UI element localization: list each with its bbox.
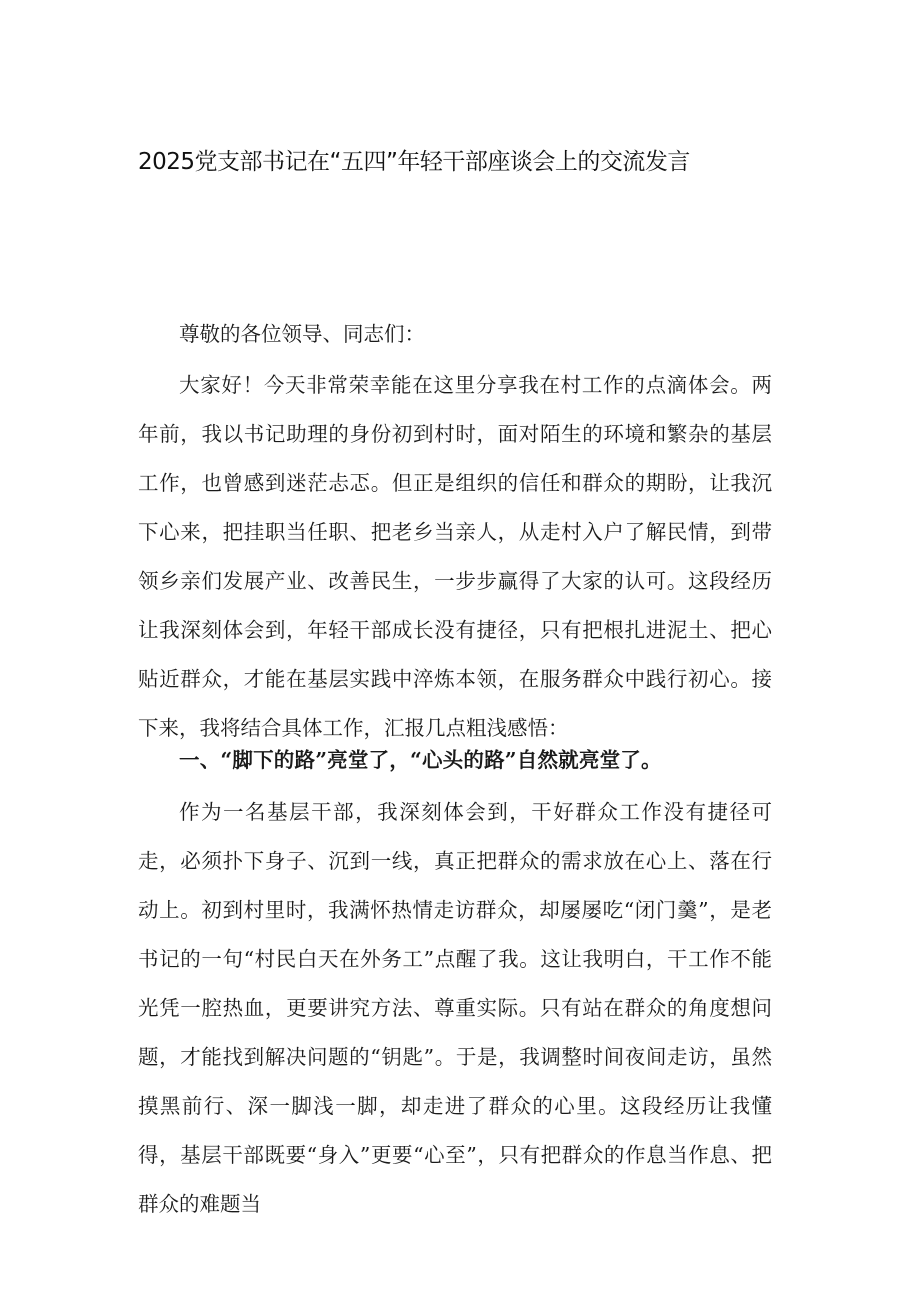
paragraph-section-1: 作为一名基层干部，我深刻体会到，干好群众工作没有捷径可走，必须扑下身子、沉到一线，真正把群众的需求放在心上、落在行动上。初到村里时，我满怀热情走访群众，却屡屡吃“闭门羹”，是老书记的一句“村民白天在外务工”点醒了我。这让我明白，干工作不能光凭一腔热血，更要讲究方法、尊重实际。只有站在群众的角度想问题，才能找到解决问题的“钥匙”。于是，我调整时间夜间走访，虽然摸黑前行、深一脚浅一脚，却走进了群众的心里。这段经历让我懂得，基层干部既要“身入”更要“心至”，只有把群众的作息当作息、把群众的难题当	[138, 800, 772, 1216]
salutation	[138, 310, 772, 359]
salutation-text: 尊敬的各位领导、同志们：	[179, 322, 425, 346]
paragraph-intro: 大家好！今天非常荣幸能在这里分享我在村工作的点滴体会。两年前，我以书记助理的身份初到村时，面对陌生的环境和繁杂的基层工作，也曾感到迷茫忐忑。但正是组织的信任和群众的期盼，让我沉下心来，把挂职当任职、把老乡当亲人，从走村入户了解民情，到带领乡亲们发展产业、改善民生，一步步赢得了大家的认可。这段经历让我深刻体会到，年轻干部成长没有捷径，只有把根扎进泥土、把心贴近群众，才能在基层实践中淬炼本领，在服务群众中践行初心。接下来，我将结合具体工作，汇报几点粗浅感悟：	[138, 373, 772, 740]
document-title: 2025党支部书记在“五四”年轻干部座谈会上的交流发言	[138, 149, 690, 175]
section-heading-1: 一、“脚下的路”亮堂了，“心头的路”自然就亮堂了。	[179, 748, 662, 772]
